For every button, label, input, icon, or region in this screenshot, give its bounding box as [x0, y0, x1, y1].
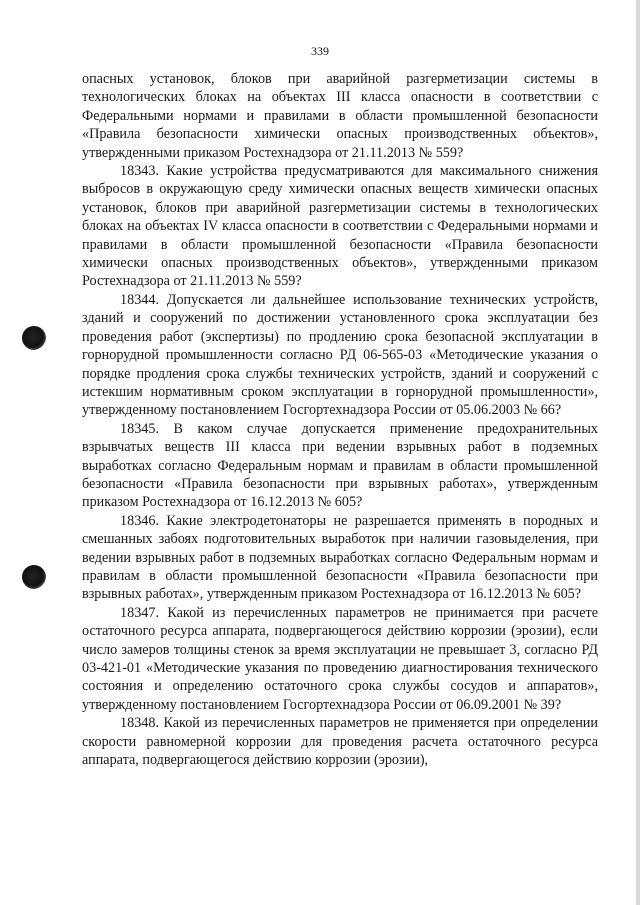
question-18345: 18345. В каком случае допускается применение предохранительных взрывчатых веществ III класса при ведении взрывных работ в подземных выработках согласно Федеральным нормам и правилам в области промышленной безопасности «Правила безопасности при взрывных работах», утвержденным приказом Ростехнадзора от 16.12.2013 № 605?	[82, 420, 598, 511]
question-18343: 18343. Какие устройства предусматриваются для максимального снижения выбросов в окружающую среду химически опасных веществ химически опасных установок, блоков при аварийной разгерметизации системы в технологических блоках на объектах IV класса опасности в соответствии с Федеральными нормами и правилами в области промышленной безопасности «Правила безопасности химически опасных производственных объектов», утвержденными приказом Ростехнадзора от 21.11.2013 № 559?	[82, 163, 598, 290]
question-18347: 18347. Какой из перечисленных параметров не принимается при расчете остаточного ресурса аппарата, подвергающегося действию коррозии (эрозии), если число замеров толщины стенок за время эксплуатации не превышает 3, согласно РД 03-421-01 «Методические указания по проведению диагностирования технического состояния и определению остаточного срока службы сосудов и аппаратов», утвержденному постановлением Госгортехнадзора России от 06.09.2001 № 39?	[82, 604, 598, 713]
page-edge-shadow	[636, 0, 640, 905]
binder-hole-mark	[22, 326, 46, 350]
page-number: 339	[311, 44, 329, 58]
paragraph-continuation: опасных установок, блоков при аварийной разгерметизации системы в технологических блоках на объектах III класса опасности в соответствии с Федеральными нормами и правилами в области промышленной безопасности «Правила безопасности химически опасных производственных объектов», утвержденными приказом Ростехнадзора от 21.11.2013 № 559?	[82, 71, 598, 161]
question-18348: 18348. Какой из перечисленных параметров не применяется при определении скорости равномерной коррозии для проведения расчета остаточного ресурса аппарата, подвергающегося действию коррозии (эрозии),	[82, 715, 598, 769]
document-body	[82, 70, 598, 769]
binder-hole-mark	[22, 565, 46, 589]
question-18346: 18346. Какие электродетонаторы не разрешается применять в породных и смешанных забоях подготовительных выработок при наличии газовыделения, при ведении взрывных работ в подземных выработках согласно Федеральным нормам и правилам в области промышленной безопасности «Правила безопасности при взрывных работах», утвержденным приказом Ростехнадзора от 16.12.2013 № 605?	[82, 512, 598, 603]
question-18344: 18344. Допускается ли дальнейшее использование технических устройств, зданий и сооружений по достижении установленного срока эксплуатации без проведения работ (экспертизы) по продлению срока безопасной эксплуатации в горнорудной промышленности согласно РД 06-565-03 «Методические указания о порядке продления срока службы технических устройств, зданий и сооружений с истекшим нормативным сроком эксплуатации в горнорудной промышленности», утвержденному постановлением Госгортехнадзора России от 05.06.2003 № 66?	[82, 291, 598, 419]
